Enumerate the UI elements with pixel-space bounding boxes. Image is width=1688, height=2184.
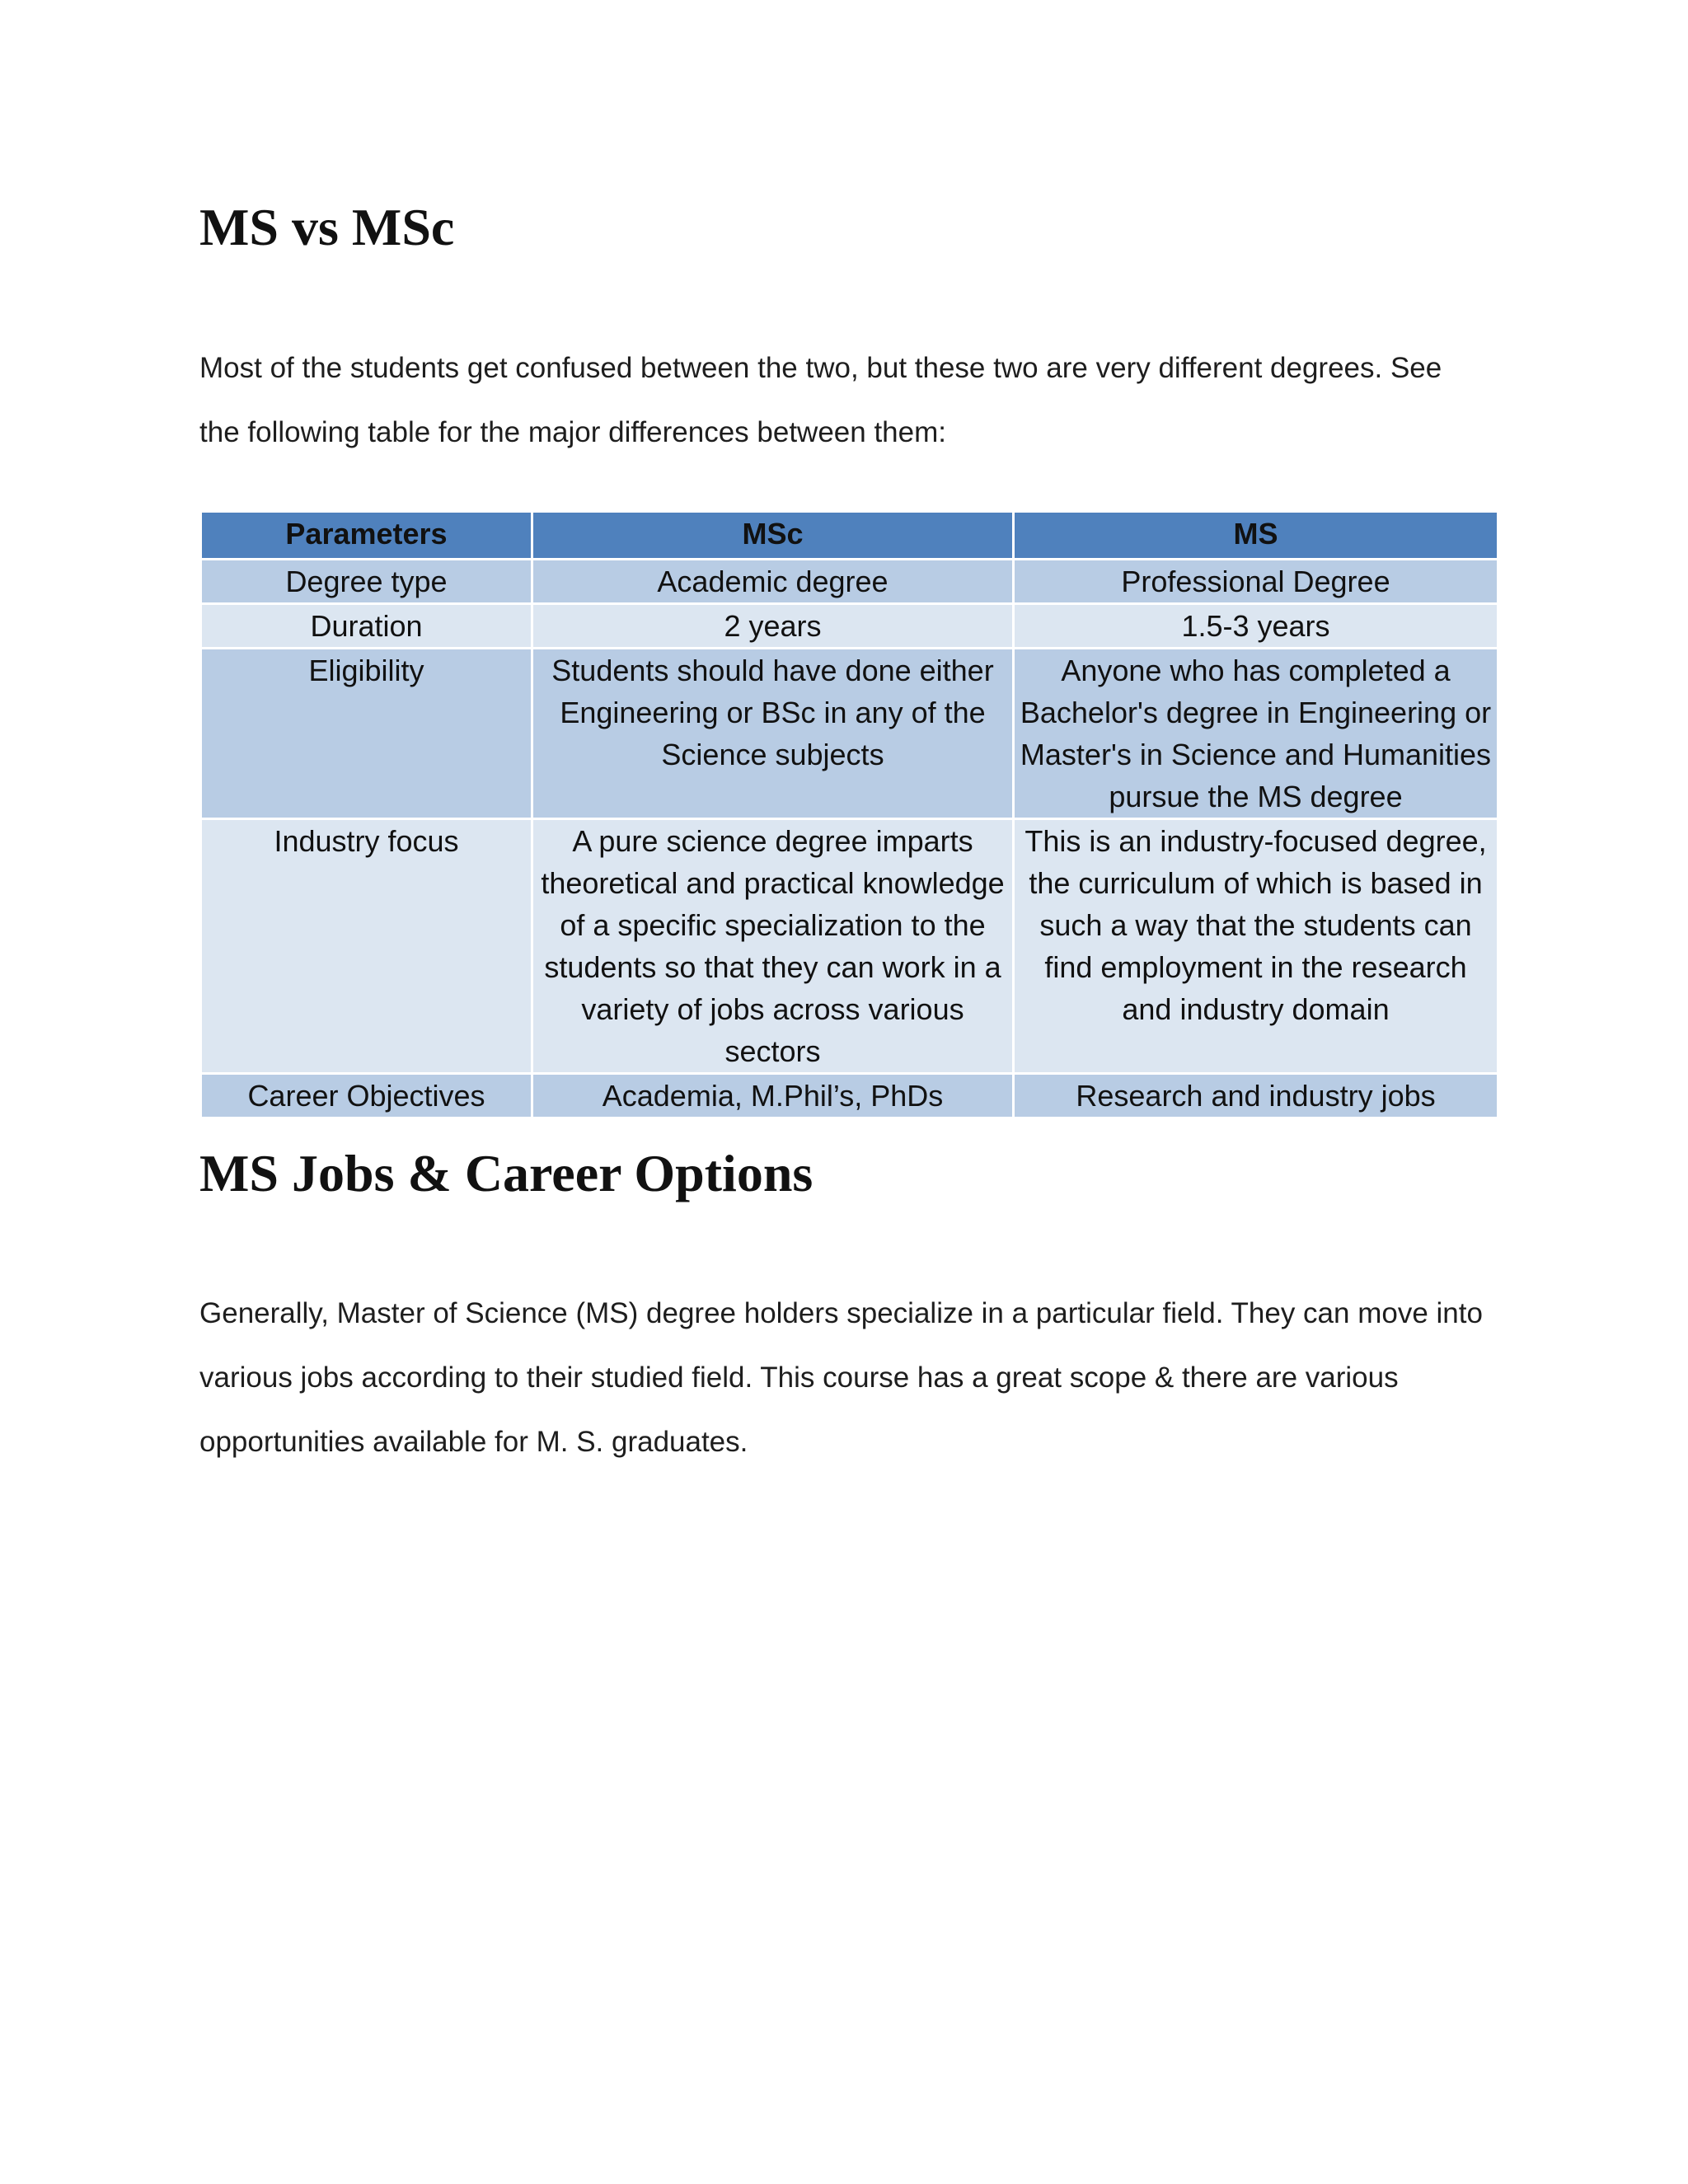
intro-line-2: the following table for the major differences between them: xyxy=(199,416,946,448)
msc-cell: 2 years xyxy=(532,604,1014,649)
row-label: Duration xyxy=(201,604,532,649)
header-parameters: Parameters xyxy=(201,512,532,560)
ms-cell: Professional Degree xyxy=(1014,560,1498,604)
ms-cell: Research and industry jobs xyxy=(1014,1074,1498,1118)
table-row xyxy=(201,560,1498,604)
careers-line-2: various jobs according to their studied field. This course has a great scope & there are various xyxy=(199,1361,1399,1394)
ms-cell: 1.5-3 years xyxy=(1014,604,1498,649)
table-header-row xyxy=(201,512,1498,560)
ms-cell: This is an industry-focused degree, the curriculum of which is based in such a way that the students can find employment in the research and industry domain xyxy=(1014,819,1498,1074)
section-title-ms-jobs: MS Jobs & Career Options xyxy=(199,1144,814,1202)
ms-cell: Anyone who has completed a Bachelor's degree in Engineering or Master's in Science and Humanities pursue the MS degree xyxy=(1014,649,1498,819)
msc-cell: Academia, M.Phil’s, PhDs xyxy=(532,1074,1014,1118)
row-label: Degree type xyxy=(201,560,532,604)
msc-cell: A pure science degree imparts theoretical and practical knowledge of a specific specialization to the students so that they can work in a variety of jobs across various sectors xyxy=(532,819,1014,1074)
row-label: Career Objectives xyxy=(201,1074,532,1118)
section-title-ms-vs-msc: MS vs MSc xyxy=(199,198,455,256)
header-msc: MSc xyxy=(532,512,1014,560)
msc-cell: Students should have done either Engineering or BSc in any of the Science subjects xyxy=(532,649,1014,819)
table-row xyxy=(201,819,1498,1074)
table-row xyxy=(201,1074,1498,1118)
intro-line-1: Most of the students get confused between the two, but these two are very different degrees. See xyxy=(199,352,1442,384)
careers-line-1: Generally, Master of Science (MS) degree holders specialize in a particular field. They can move into xyxy=(199,1297,1483,1329)
careers-line-3: opportunities available for M. S. graduates. xyxy=(199,1426,748,1458)
table-row xyxy=(201,649,1498,819)
table-row xyxy=(201,604,1498,649)
intro-paragraph xyxy=(199,336,1497,465)
comparison-table xyxy=(199,510,1499,1119)
msc-cell: Academic degree xyxy=(532,560,1014,604)
header-ms: MS xyxy=(1014,512,1498,560)
careers-paragraph xyxy=(199,1282,1497,1474)
row-label: Industry focus xyxy=(201,819,532,1074)
row-label: Eligibility xyxy=(201,649,532,819)
